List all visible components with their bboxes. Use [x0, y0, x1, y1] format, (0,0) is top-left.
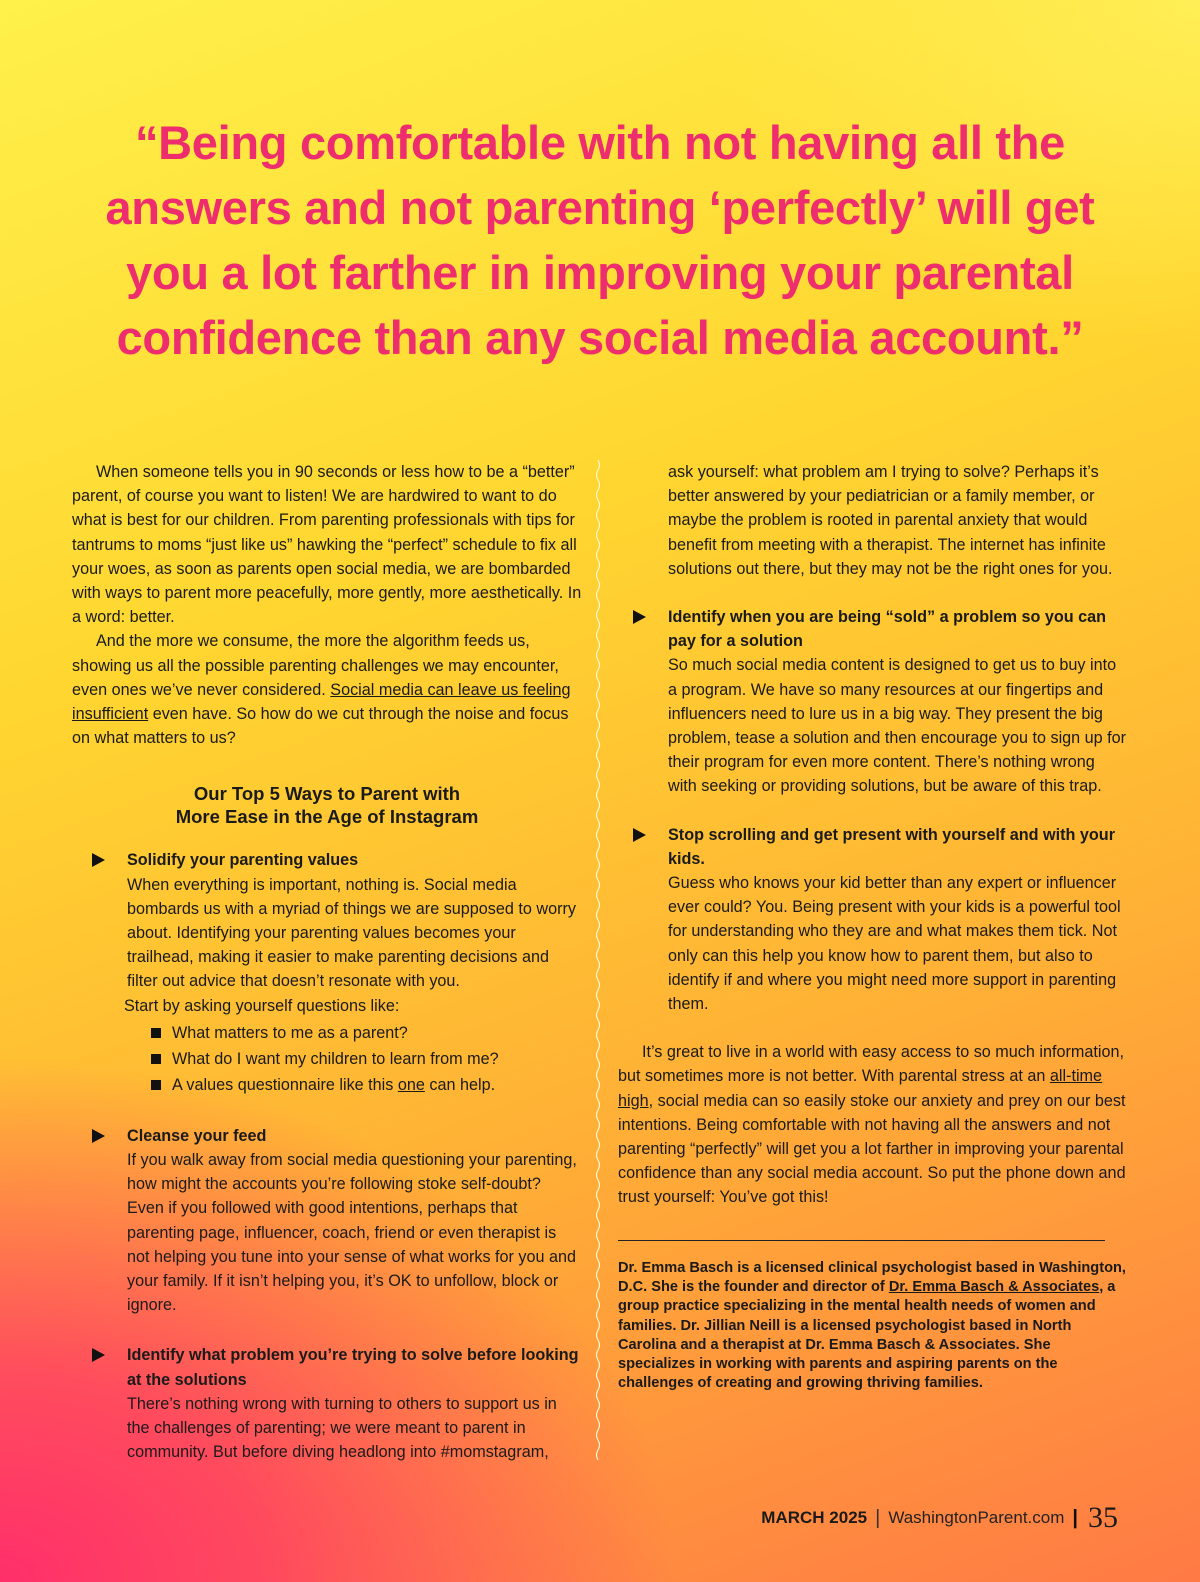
section-title [72, 782, 582, 828]
question-text: What matters to me as a parent? [172, 1023, 408, 1042]
tip-3 [72, 1343, 582, 1464]
bio-divider [618, 1240, 1105, 1241]
issue-date: MARCH 2025 [761, 1508, 868, 1527]
list-item [127, 1020, 582, 1046]
practice-link[interactable]: Dr. Emma Basch & Associates [888, 1278, 1100, 1295]
tip-2-text: If you walk away from social media questioning your parenting, how might the accounts you’re following stoke self-doubt? Even if you followed with good intentions, perhaps that parenting page, influencer, coach, friend or even therapist is not helping you tune into your sense of what works for you and your family. If it isn’t helping you, it’s OK to unfollow, block or ignore. [127, 1151, 577, 1315]
algorithm-text-end: even have. So how do we cut through the noise and focus on what matters to us? [72, 705, 569, 748]
list-item [127, 1046, 582, 1072]
page-footer [761, 1498, 1118, 1538]
intro-paragraph: When someone tells you in 90 seconds or less how to be a “better” parent, of course you want to listen! We are hardwired to want to do what is best for our children. From parenting professionals with tips for tantrums to moms “just like us” hawking the “perfect” schedule to fix all your woes, as soon as parents open social media, we are bombarded with ways to parent more peacefully, more gently, more aesthetically. In a word: better. [72, 463, 582, 627]
page-number: 35 [1088, 1501, 1118, 1534]
tip-4 [618, 605, 1128, 799]
question-text: What do I want my children to learn from me? [172, 1049, 499, 1068]
tip-3-continued: ask yourself: what problem am I trying to solve? Perhaps it’s better answered by your pediatrician or a family member, or maybe the problem is rooted in parental anxiety that would benefit from meeting with a therapist. The internet has infinite solutions out there, but they may not be the right ones for you. [668, 463, 1113, 578]
website-name: WashingtonParent.com [888, 1508, 1065, 1527]
question-text-end: can help. [424, 1075, 496, 1094]
square-bullet-icon [151, 1080, 161, 1090]
all-time-high-link[interactable]: all-time high [618, 1067, 1103, 1110]
algorithm-paragraph [72, 629, 582, 750]
column-divider [594, 460, 602, 1460]
square-bullet-icon [151, 1028, 161, 1038]
tip-5 [618, 823, 1128, 1017]
triangle-bullet-icon [633, 610, 646, 624]
tip-1 [72, 848, 582, 1097]
footer-separator: | [875, 1506, 881, 1529]
tip-2 [72, 1124, 582, 1318]
bio-text: Dr. Emma Basch is a licensed clinical psychologist based in Washington, D.C. She is the founder and director of [618, 1259, 1126, 1295]
tip-3-title: Identify what problem you’re trying to solve before looking at the solutions [127, 1346, 579, 1389]
left-column [72, 460, 582, 1465]
triangle-bullet-icon [92, 853, 105, 867]
closing-paragraph [618, 1040, 1128, 1209]
questions-list [127, 1020, 582, 1098]
tip-5-title: Stop scrolling and get present with yourself and with your kids. [668, 825, 1115, 868]
tip-5-text: Guess who knows your kid better than any expert or influencer ever could? You. Being present with your kids is a powerful tool for understanding who they are and what makes them tick. Not only can this help you know how to parent them, but also to identify if and where you might need more support in parenting them. [668, 874, 1121, 1014]
triangle-bullet-icon [92, 1348, 105, 1362]
tip-1-text: When everything is important, nothing is. Social media bombards us with a myriad of things we are supposed to worry about. Identifying your parenting values becomes your trailhead, making it easier to make parenting decisions and filter out advice that doesn’t resonate with you. [127, 875, 576, 991]
right-column [618, 460, 1128, 1394]
algorithm-text: And the more we consume, the more the algorithm feeds us, showing us all the possible parenting challenges we may encounter, even ones we’ve never considered. [72, 632, 559, 699]
closing-text-end: , social media can so easily stoke our anxiety and prey on our best intentions. Being comfortable with not having all the answers and not parenting “perfectly” will get you a lot farther in improving your parental confidence than any social media account. So put the phone down and trust yourself: You’ve got this! [618, 1091, 1126, 1207]
tip-1-title: Solidify your parenting values [127, 851, 359, 870]
tip-3-text: There’s nothing wrong with turning to others to support us in the challenges of parenting; we were meant to parent in community. But before diving headlong into #momstagram, [127, 1394, 557, 1462]
questionnaire-link[interactable]: one [397, 1075, 425, 1094]
author-bio [618, 1259, 1128, 1394]
section-title-line-1: Our Top 5 Ways to Parent with [193, 783, 461, 805]
triangle-bullet-icon [92, 1129, 105, 1143]
tip-4-text: So much social media content is designed to get us to buy into a program. We have so many resources at our fingertips and influencers need to lure us in a big way. They present the big problem, tease a solution and then encourage you to sign up for their program for even more content. There’s nothing wrong with seeking or providing solutions, but be aware of this trap. [668, 656, 1127, 796]
tip-1-subheading: Start by asking yourself questions like: [124, 996, 400, 1015]
bio-text-end: , a group practice specializing in the mental health needs of women and families. Dr. Jillian Neill is a licensed psychologist based in North Carolina and a therapist at Dr. Emma Basch & Associates. She specializes in working with parents and aspiring parents on the challenges of creating and growing thriving families. [618, 1278, 1116, 1392]
question-text: A values questionnaire like this [172, 1075, 398, 1094]
square-bullet-icon [151, 1054, 161, 1064]
closing-text: It’s great to live in a world with easy access to so much information, but sometimes more is not better. With parental stress at an [618, 1043, 1124, 1086]
triangle-bullet-icon [633, 828, 646, 842]
list-item [127, 1072, 582, 1098]
section-title-line-2: More Ease in the Age of Instagram [175, 806, 479, 828]
tip-2-title: Cleanse your feed [127, 1126, 267, 1145]
tip-4-title: Identify when you are being “sold” a problem so you can pay for a solution [668, 608, 1107, 651]
pull-quote: “Being comfortable with not having all the answers and not parenting ‘perfectly’ will get you a lot farther in improving your parental confidence than any social media account.” [105, 116, 1095, 364]
social-media-insufficient-link[interactable]: Social media can leave us feeling insufficient [72, 680, 571, 724]
footer-separator-2: | [1072, 1506, 1078, 1529]
